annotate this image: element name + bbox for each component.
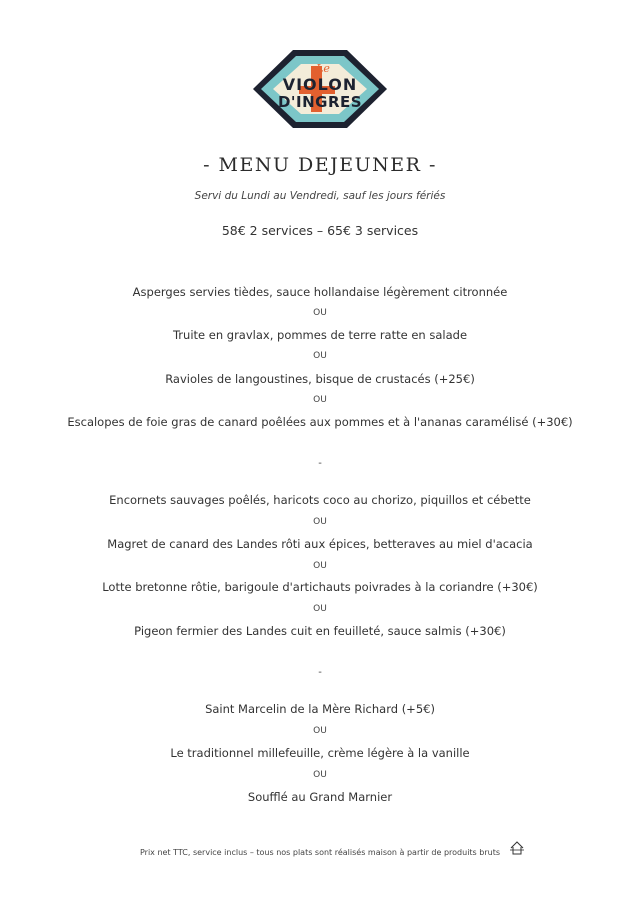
violon-dingres-logo	[243, 44, 397, 134]
course-separator: -	[318, 458, 322, 469]
or-label: OU	[313, 561, 327, 571]
main-item: Pigeon fermier des Landes cuit en feuilleté, sauce salmis (+30€)	[134, 624, 506, 638]
dessert-item: Le traditionnel millefeuille, crème légère à la vanille	[170, 746, 470, 760]
main-item: Magret de canard des Landes rôti aux épices, betteraves au miel d'acacia	[107, 537, 533, 551]
dessert-item: Soufflé au Grand Marnier	[247, 790, 393, 804]
menu-footer: Prix net TTC, service inclus – tous nos plats sont réalisés maison à partir de produits bruts	[139, 848, 501, 857]
starter-item: Ravioles de langoustines, bisque de crustacés (+25€)	[165, 372, 475, 386]
house-icon	[509, 840, 525, 856]
or-label: OU	[313, 351, 327, 361]
starter-item: Truite en gravlax, pommes de terre ratte en salade	[172, 328, 468, 342]
or-label: OU	[313, 517, 327, 527]
menu-prices: 58€ 2 services – 65€ 3 services	[221, 223, 419, 238]
or-label: OU	[313, 308, 327, 318]
main-item: Encornets sauvages poêlés, haricots coco au chorizo, piquillos et cébette	[109, 493, 531, 507]
menu-subtitle: Servi du Lundi au Vendredi, sauf les jours fériés	[194, 190, 446, 202]
dessert-item: Saint Marcelin de la Mère Richard (+5€)	[205, 702, 435, 716]
starter-item: Asperges servies tièdes, sauce hollandaise légèrement citronnée	[132, 285, 508, 299]
or-label: OU	[313, 395, 327, 405]
menu-title: - MENU DEJEUNER -	[203, 154, 437, 176]
logo-text-dingres: D'INGRES	[277, 93, 363, 111]
starter-item: Escalopes de foie gras de canard poêlées aux pommes et à l'ananas caramélisé (+30€)	[67, 415, 573, 429]
or-label: OU	[313, 726, 327, 736]
course-separator: -	[318, 667, 322, 678]
or-label: OU	[313, 604, 327, 614]
logo-text-le: Le	[316, 62, 330, 75]
or-label: OU	[313, 770, 327, 780]
main-item: Lotte bretonne rôtie, barigoule d'artichauts poivrades à la coriandre (+30€)	[102, 580, 538, 594]
logo-text-violon: VIOLON	[282, 75, 358, 94]
